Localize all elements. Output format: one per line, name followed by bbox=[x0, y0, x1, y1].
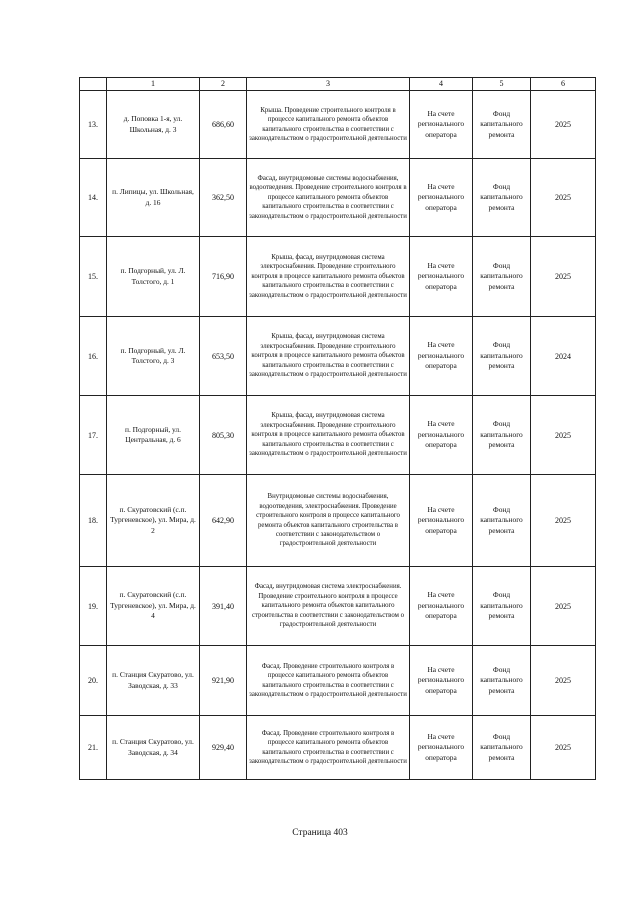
year-cell: 2025 bbox=[531, 91, 596, 159]
table-row bbox=[80, 396, 596, 475]
work-description-cell: Фасад. Проведение строительного контроля в процессе капитального ремонта объектов капитального строительства в соответствии с законодательством о градостроительной деятельности bbox=[247, 716, 410, 780]
header-cell-4: 4 bbox=[410, 78, 473, 91]
header-cell-1: 1 bbox=[107, 78, 200, 91]
table-row bbox=[80, 91, 596, 159]
area-cell: 642,90 bbox=[200, 475, 247, 567]
header-cell-6: 6 bbox=[531, 78, 596, 91]
funding-source-cell: На счете регионального оператора bbox=[410, 567, 473, 646]
fund-method-cell: Фонд капитального ремонта bbox=[473, 567, 531, 646]
header-cell-row-number bbox=[80, 78, 107, 91]
work-description-cell: Крыша. Проведение строительного контроля в процессе капитального ремонта объектов капитального строительства в соответствии с законодательством о градостроительной деятельности bbox=[247, 91, 410, 159]
work-description-cell: Крыша, фасад, внутридомовая система электроснабжения. Проведение строительного контроля в процессе капитального ремонта объектов капитального строительства в соответствии с законодательством о градостроительной деятельности bbox=[247, 237, 410, 317]
year-cell: 2025 bbox=[531, 475, 596, 567]
table-row bbox=[80, 567, 596, 646]
work-description-cell: Крыша, фасад, внутридомовая система электроснабжения. Проведение строительного контроля в процессе капитального ремонта объектов капитального строительства в соответствии с законодательством о градостроительной деятельности bbox=[247, 317, 410, 396]
table-row bbox=[80, 237, 596, 317]
row-number: 14. bbox=[80, 159, 107, 237]
work-description-cell: Внутридомовые системы водоснабжения, водоотведения, электроснабжения. Проведение строительного контроля в процессе капитального ремонта объектов капитального строительства в соответствии с законодательством о градостроительной деятельности bbox=[247, 475, 410, 567]
fund-method-cell: Фонд капитального ремонта bbox=[473, 237, 531, 317]
year-cell: 2025 bbox=[531, 716, 596, 780]
funding-source-cell: На счете регионального оператора bbox=[410, 317, 473, 396]
row-number: 19. bbox=[80, 567, 107, 646]
fund-method-cell: Фонд капитального ремонта bbox=[473, 716, 531, 780]
work-description-cell: Фасад, внутридомовая система электроснабжения. Проведение строительного контроля в процессе капитального ремонта объектов капитального строительства в соответствии с законодательством о градостроительной деятельности bbox=[247, 567, 410, 646]
year-cell: 2025 bbox=[531, 396, 596, 475]
area-cell: 362,50 bbox=[200, 159, 247, 237]
area-cell: 929,40 bbox=[200, 716, 247, 780]
funding-source-cell: На счете регионального оператора bbox=[410, 91, 473, 159]
address-cell: п. Липицы, ул. Школьная, д. 16 bbox=[107, 159, 200, 237]
address-cell: д. Поповка 1-я, ул. Школьная, д. 3 bbox=[107, 91, 200, 159]
funding-source-cell: На счете регионального оператора bbox=[410, 396, 473, 475]
year-cell: 2025 bbox=[531, 159, 596, 237]
page-number: Страница 403 bbox=[292, 828, 348, 838]
year-cell: 2025 bbox=[531, 567, 596, 646]
table-row bbox=[80, 159, 596, 237]
funding-source-cell: На счете регионального оператора bbox=[410, 159, 473, 237]
header-cell-2: 2 bbox=[200, 78, 247, 91]
area-cell: 686,60 bbox=[200, 91, 247, 159]
table-row bbox=[80, 716, 596, 780]
funding-source-cell: На счете регионального оператора bbox=[410, 237, 473, 317]
work-description-cell: Фасад, внутридомовые системы водоснабжения, водоотведения. Проведение строительного контроля в процессе капитального ремонта объектов капитального строительства в соответствии с законодательством о градостроительной деятельности bbox=[247, 159, 410, 237]
address-cell: п. Скуратовский (с.п. Тургеневское), ул. Мира, д. 4 bbox=[107, 567, 200, 646]
fund-method-cell: Фонд капитального ремонта bbox=[473, 646, 531, 716]
fund-method-cell: Фонд капитального ремонта bbox=[473, 475, 531, 567]
year-cell: 2025 bbox=[531, 237, 596, 317]
year-cell: 2025 bbox=[531, 646, 596, 716]
fund-method-cell: Фонд капитального ремонта bbox=[473, 396, 531, 475]
funding-source-cell: На счете регионального оператора bbox=[410, 475, 473, 567]
row-number: 18. bbox=[80, 475, 107, 567]
funding-source-cell: На счете регионального оператора bbox=[410, 646, 473, 716]
address-cell: п. Станция Скуратово, ул. Заводская, д. 33 bbox=[107, 646, 200, 716]
year-cell: 2024 bbox=[531, 317, 596, 396]
fund-method-cell: Фонд капитального ремонта bbox=[473, 159, 531, 237]
repair-register-table bbox=[79, 77, 596, 780]
row-number: 13. bbox=[80, 91, 107, 159]
funding-source-cell: На счете регионального оператора bbox=[410, 716, 473, 780]
row-number: 15. bbox=[80, 237, 107, 317]
header-cell-5: 5 bbox=[473, 78, 531, 91]
address-cell: п. Подгорный, ул. Центральная, д. 6 bbox=[107, 396, 200, 475]
address-cell: п. Подгорный, ул. Л. Толстого, д. 3 bbox=[107, 317, 200, 396]
header-cell-3: 3 bbox=[247, 78, 410, 91]
area-cell: 805,30 bbox=[200, 396, 247, 475]
area-cell: 391,40 bbox=[200, 567, 247, 646]
address-cell: п. Скуратовский (с.п. Тургеневское), ул. Мира, д. 2 bbox=[107, 475, 200, 567]
row-number: 16. bbox=[80, 317, 107, 396]
area-cell: 921,90 bbox=[200, 646, 247, 716]
row-number: 20. bbox=[80, 646, 107, 716]
work-description-cell: Крыша, фасад, внутридомовая система электроснабжения. Проведение строительного контроля в процессе капитального ремонта объектов капитального строительства в соответствии с законодательством о градостроительной деятельности bbox=[247, 396, 410, 475]
work-description-cell: Фасад. Проведение строительного контроля в процессе капитального ремонта объектов капитального строительства в соответствии с законодательством о градостроительной деятельности bbox=[247, 646, 410, 716]
table-row bbox=[80, 475, 596, 567]
fund-method-cell: Фонд капитального ремонта bbox=[473, 91, 531, 159]
address-cell: п. Подгорный, ул. Л. Толстого, д. 1 bbox=[107, 237, 200, 317]
area-cell: 653,50 bbox=[200, 317, 247, 396]
address-cell: п. Станция Скуратово, ул. Заводская, д. 34 bbox=[107, 716, 200, 780]
row-number: 17. bbox=[80, 396, 107, 475]
table-row bbox=[80, 646, 596, 716]
row-number: 21. bbox=[80, 716, 107, 780]
fund-method-cell: Фонд капитального ремонта bbox=[473, 317, 531, 396]
table-row bbox=[80, 317, 596, 396]
header-row bbox=[80, 78, 596, 91]
area-cell: 716,90 bbox=[200, 237, 247, 317]
